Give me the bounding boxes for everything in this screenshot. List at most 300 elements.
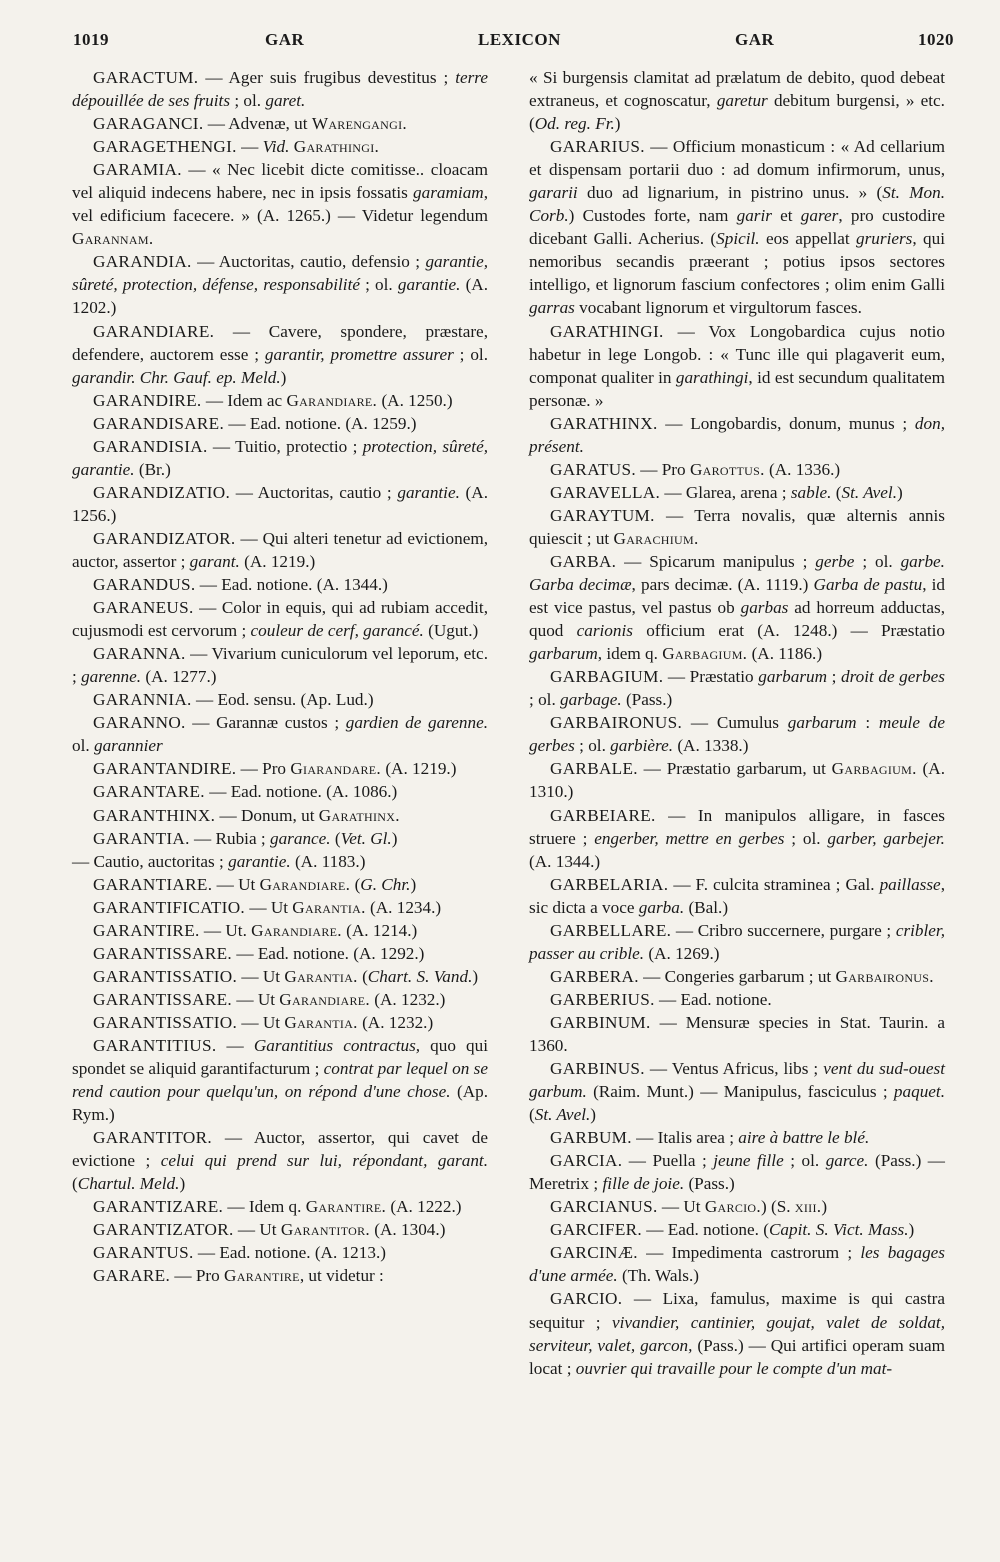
italic-text: Vet. Gl.	[340, 828, 392, 848]
entry-text: )	[472, 966, 479, 986]
running-head-center: LEXICON	[478, 30, 561, 49]
small-caps-ref: Garathingi.	[293, 137, 380, 157]
entry-text: — Ut	[237, 1012, 285, 1032]
entry-text: — Ead. notione. (A. 1344.)	[195, 575, 388, 595]
small-caps-ref: Garantia.	[292, 897, 366, 917]
entry-text: —	[216, 1035, 254, 1055]
dictionary-entry	[529, 1218, 945, 1241]
italic-text: gardien de garenne.	[345, 713, 489, 733]
entry-text: officium erat (A. 1248.) — Præstatio	[632, 621, 945, 641]
small-caps-ref: Garandiare.	[259, 874, 351, 894]
headword: GARCIFER.	[550, 1220, 642, 1240]
entry-text: ; ol.	[453, 344, 488, 364]
headword: GARANDISARE.	[93, 413, 225, 433]
dictionary-entry	[72, 1218, 488, 1241]
headword: GARANTIFICATIO.	[93, 897, 246, 917]
headword: GARCIO.	[550, 1289, 623, 1309]
headword: GARANDIARE.	[93, 321, 215, 341]
small-caps-ref: Garachium.	[613, 528, 699, 548]
small-caps-ref: Garbaironus.	[835, 966, 934, 986]
entry-text: — « Nec licebit dicte comitisse.. cloacam vel aliquid indecens habere, nec in ipsis fossatis	[72, 160, 488, 203]
entry-text: — Ut	[212, 874, 260, 894]
entry-text: — Ut.	[199, 920, 252, 940]
entry-text: ; ol.	[784, 828, 828, 848]
dictionary-entry	[529, 757, 945, 803]
entry-text: — Ead. notione. (A. 1259.)	[224, 413, 417, 433]
italic-text: celui qui prend sur lui, répondant, garant.	[160, 1151, 488, 1171]
entry-text: (A. 1336.)	[764, 459, 841, 479]
headword: GARBINUM.	[550, 1012, 651, 1032]
entry-text: (A. 1269.)	[644, 943, 720, 963]
entry-text: (Pass.)	[621, 690, 673, 710]
entry-text: — Congeries garbarum ; ut	[638, 966, 836, 986]
italic-text: Chartul. Meld.	[77, 1174, 180, 1194]
entry-text: — F. culcita straminea ; Gal.	[668, 874, 880, 894]
entry-text: — Ventus Africus, libs ;	[644, 1059, 824, 1079]
entry-text: — Terra novalis, quæ alternis annis quiescit ; ut	[529, 505, 945, 548]
entry-text: — Qui alteri tenetur ad evictionem, auctor, assertor ;	[72, 528, 488, 571]
dictionary-entry	[529, 1195, 945, 1218]
italic-text: vent du sud-ouest garbum.	[529, 1059, 945, 1102]
entry-text: — Officium monasticum : « Ad cellarium et dispensam portarii duo : ad domum infirmorum, unus,	[529, 137, 945, 180]
dictionary-entry	[529, 550, 945, 665]
entry-text: — Tuitio, protectio ;	[207, 436, 363, 456]
headword: GARANDIRE.	[93, 390, 202, 410]
entry-text: (	[831, 482, 842, 502]
entry-text: — Cribro succernere, purgare ;	[671, 920, 896, 940]
small-caps-ref: Garbagium.	[662, 644, 748, 664]
dictionary-entry	[529, 665, 945, 711]
entry-text: debitum burgensi, » etc. (	[529, 91, 945, 134]
entry-text: ; ol.	[783, 1151, 826, 1171]
dictionary-entry	[72, 596, 488, 642]
entry-text: (	[357, 966, 368, 986]
headword: GARANDUS.	[93, 575, 196, 595]
italic-text: garance.	[269, 828, 331, 848]
entry-text: (Th. Wals.)	[617, 1266, 699, 1286]
entry-text: — In manipulos alligare, in fasces struere ;	[529, 805, 945, 848]
page-number-right: 1020	[918, 30, 954, 49]
small-caps-ref: Garantitor.	[280, 1220, 370, 1240]
entry-text: — Præstatio garbarum, ut	[637, 759, 832, 779]
headword: GARBA.	[550, 551, 617, 571]
italic-text: garbarum	[787, 713, 857, 733]
headword: GARANTIA.	[93, 828, 190, 848]
entry-text: — Advenæ, ut	[203, 114, 312, 134]
dictionary-entry	[529, 1149, 945, 1195]
italic-text: aire à battre le blé.	[738, 1128, 870, 1148]
headword: GARANTARE.	[93, 782, 205, 802]
italic-text: droit de gerbes	[840, 667, 946, 687]
italic-text: jeune fille	[713, 1151, 784, 1171]
dictionary-entry	[529, 1057, 945, 1126]
entry-text: , pars decimæ. (A. 1119.)	[631, 575, 814, 595]
entry-text: —	[236, 137, 263, 157]
entry-text: )	[280, 367, 287, 387]
entry-text: , id est vice pastus, vel pastus ob	[529, 575, 946, 618]
entry-text: — Auctoritas, cautio ;	[230, 482, 398, 502]
headword: GARANNO.	[93, 713, 186, 733]
headword: GARARIUS.	[550, 137, 645, 157]
entry-text: (A. 1310.)	[529, 759, 945, 802]
dictionary-entry	[72, 1195, 488, 1218]
entry-text: — Ut	[237, 966, 285, 986]
headword: GARBELLARE.	[550, 920, 672, 940]
entry-text: — Ut	[245, 897, 293, 917]
small-caps-ref: Garantia.	[284, 966, 358, 986]
italic-text: fille de joie.	[602, 1174, 685, 1194]
headword: GARANNIA.	[93, 690, 192, 710]
entry-text: — Rubia ;	[189, 828, 270, 848]
entry-text: duo ad lignarium, in pistrino unus. » (	[577, 183, 883, 203]
headword: GARAYTUM.	[550, 505, 655, 525]
entry-text: — Ut	[232, 989, 280, 1009]
entry-text: vocabant lignorum et virgultorum fasces.	[574, 298, 862, 318]
entry-text: ad horreum adductas, quod	[529, 598, 945, 641]
headword: GARBEIARE.	[550, 805, 656, 825]
dictionary-entry	[72, 112, 488, 135]
dictionary-entry	[72, 1126, 488, 1195]
entry-text: (	[529, 1105, 535, 1125]
dictionary-entry	[529, 135, 945, 319]
dictionary-entry	[529, 1241, 945, 1287]
dictionary-entry	[72, 711, 488, 757]
entry-text: — Garannæ custos ;	[185, 713, 346, 733]
small-caps-ref: xiii.	[794, 1197, 822, 1217]
entry-text: — Spicarum manipulus ;	[616, 551, 816, 571]
entry-text: )	[821, 1197, 828, 1217]
dictionary-entry	[529, 320, 945, 412]
entry-text: — Eod. sensu. (Ap. Lud.)	[191, 690, 374, 710]
headword: GARANDIA.	[93, 252, 192, 272]
entry-text: , qui nemoribus secandis præerant ; potius ipsos sectores intelligo, et lignorum fascium confectores ; olim enim Galli	[529, 229, 946, 295]
headword: GARANTIRE.	[93, 920, 200, 940]
entry-text: — Color in equis, qui ad rubiam accedit, cujusmodi est cervorum ;	[72, 598, 488, 641]
dictionary-entry	[72, 1034, 488, 1126]
entry-text: — Ead. notione. (A. 1213.)	[193, 1243, 386, 1263]
entry-text: , pro custodire dicebant Galli. Acherius. (	[529, 206, 945, 249]
dictionary-entry	[72, 320, 488, 389]
entry-text: (A. 1232.)	[357, 1012, 434, 1032]
italic-text: Chart. S. Vand.	[367, 966, 473, 986]
italic-text: garba.	[638, 897, 685, 917]
italic-text: garer	[800, 206, 839, 226]
headword: GARAGETHENGI.	[93, 137, 237, 157]
entry-text: — Pro	[170, 1266, 225, 1286]
entry-text: (	[330, 828, 341, 848]
entry-text: — Præstatio	[663, 667, 759, 687]
dictionary-entry	[529, 711, 945, 757]
dictionary-entry	[72, 389, 488, 412]
entry-text: (	[72, 1174, 78, 1194]
entry-text: — Longobardis, donum, munus ;	[657, 413, 915, 433]
entry-text: et	[771, 206, 801, 226]
entry-text: , vel edificium facecere. » (A. 1265.) — Videtur legendum	[72, 183, 488, 226]
entry-text: (Ugut.)	[423, 621, 479, 641]
headword: GARANTISSARE.	[93, 943, 233, 963]
entry-text: (A. 1186.)	[747, 644, 823, 664]
entry-text: ; ol.	[230, 91, 266, 111]
entry-text: — Vox Longobardica cujus notio habetur in lege Longob. : « Tunc ille qui plagaverit eum, componat qualiter in	[529, 321, 945, 387]
dictionary-entry	[529, 804, 945, 873]
entry-text: — Glarea, arena ;	[660, 482, 791, 502]
small-caps-ref: Garcio.	[704, 1197, 761, 1217]
dictionary-entry	[529, 504, 945, 550]
entry-text: — Ead. notione. (	[642, 1220, 769, 1240]
entry-text: — Italis area ;	[631, 1128, 739, 1148]
dictionary-entry	[529, 1287, 945, 1379]
entry-text: — Idem q.	[223, 1197, 306, 1217]
entry-text: )	[614, 114, 621, 134]
entry-text: (A. 1214.)	[341, 920, 418, 940]
entry-text: , idem q.	[597, 644, 663, 664]
dictionary-entry	[72, 158, 488, 250]
italic-text: garetur	[716, 91, 768, 111]
italic-text: garbière.	[610, 736, 674, 756]
entry-text: — Lixa, famulus, maxime is qui castra sequitur ;	[529, 1289, 945, 1332]
small-caps-ref: Garantia.	[284, 1012, 358, 1032]
entry-text: (A. 1232.)	[369, 989, 446, 1009]
dictionary-entry	[72, 1241, 488, 1264]
entry-text: (Ap. Rym.)	[72, 1082, 488, 1125]
small-caps-ref: Giarandare.	[290, 759, 382, 779]
entry-text: — Vivarium cuniculorum vel leporum, etc. ;	[72, 644, 488, 687]
headword: GARCINÆ.	[550, 1243, 638, 1263]
headword: GARATHINGI.	[550, 321, 664, 341]
headword: GARANEUS.	[93, 598, 194, 618]
italic-text: les bagages d'une armée.	[529, 1243, 945, 1286]
small-caps-ref: Garbagium.	[831, 759, 917, 779]
entry-text: — Impedimenta castrorum ;	[637, 1243, 861, 1263]
headword: GARANTIARE.	[93, 874, 213, 894]
dictionary-entry	[72, 919, 488, 942]
italic-text: meule de gerbes	[529, 713, 945, 756]
entry-text: (Pass.) — Meretrix ;	[529, 1151, 945, 1194]
headword: GARANDISIA.	[93, 436, 208, 456]
dictionary-entry	[72, 135, 488, 158]
headword: GARANTITIUS.	[93, 1035, 217, 1055]
italic-text: vivandier, cantinier, goujat, valet de soldat, serviteur, valet, garcon,	[529, 1312, 946, 1355]
entry-text: (Pass.)	[684, 1174, 735, 1194]
dictionary-entry	[529, 988, 945, 1011]
entry-text: , sic dicta a voce	[529, 874, 945, 917]
entry-text: )	[179, 1174, 186, 1194]
entry-text: (A. 1304.)	[370, 1220, 446, 1240]
italic-text: garantie.	[397, 275, 461, 295]
dictionary-entry	[72, 527, 488, 573]
left-column	[72, 66, 488, 1287]
italic-text: Vid.	[262, 137, 290, 157]
entry-text: — Mensuræ species in Stat. Taurin. a 1360.	[529, 1012, 945, 1055]
italic-text: ouvrier qui travaille pour le compte d'un mat-	[575, 1358, 893, 1378]
entry-text: eos appellat	[759, 229, 857, 249]
italic-text: garbarum	[758, 667, 828, 687]
dictionary-entry	[529, 458, 945, 481]
italic-text: garber, garbejer.	[827, 828, 945, 848]
italic-text: garant.	[189, 551, 240, 571]
entry-text: ;	[827, 667, 841, 687]
entry-text: ; ol.	[574, 736, 611, 756]
headword: GARANTISSATIO.	[93, 1012, 238, 1032]
entry-text: (Raim. Munt.) — Manipulus, fasciculus ;	[586, 1082, 894, 1102]
entry-text: — Ead. notione.	[654, 989, 772, 1009]
italic-text: St. Avel.	[534, 1105, 591, 1125]
headword: GARANTANDIRE.	[93, 759, 237, 779]
entry-text: , id est secundum qualitatem personæ. »	[529, 367, 946, 410]
dictionary-entry	[72, 481, 488, 527]
entry-text: — Auctor, assertor, qui cavet de evictione ;	[72, 1128, 488, 1171]
entry-text: — Pro	[635, 459, 690, 479]
entry-text: — Ut	[657, 1197, 705, 1217]
headword: GARBAGIUM.	[550, 667, 664, 687]
dictionary-entry	[72, 873, 488, 896]
entry-text: — Puella ;	[622, 1151, 714, 1171]
entry-text: ; ol.	[360, 275, 398, 295]
entry-text: (A. 1338.)	[673, 736, 749, 756]
dictionary-entry	[72, 642, 488, 688]
italic-text: garbas	[740, 598, 789, 618]
entry-text: , ut videtur :	[299, 1266, 384, 1286]
dictionary-entry	[72, 827, 488, 850]
entry-text: — Cavere, spondere, præstare, defendere, auctorem esse ;	[72, 321, 488, 364]
italic-text: terre dépouillée de ses fruits	[72, 68, 488, 111]
small-caps-ref: Garannam.	[72, 229, 154, 249]
entry-text: ) Custodes forte, nam	[568, 206, 737, 226]
italic-text: paquet.	[893, 1082, 945, 1102]
dictionary-entry	[72, 780, 488, 803]
italic-text: Od. reg. Fr.	[534, 114, 615, 134]
headword: GARATUS.	[550, 459, 636, 479]
headword: GARANTUS.	[93, 1243, 194, 1263]
dictionary-entry	[72, 850, 488, 873]
dictionary-entry	[529, 1011, 945, 1057]
italic-text: garbage.	[560, 690, 622, 710]
dictionary-entry	[72, 1011, 488, 1034]
headword: GARATHINX.	[550, 413, 658, 433]
entry-text: (A. 1256.)	[72, 482, 488, 525]
italic-text: cribler, passer au crible.	[529, 920, 945, 963]
entry-text: — Ead. notione. (A. 1292.)	[232, 943, 425, 963]
entry-text: (Pass.) — Qui artifici operam suam locat ;	[529, 1335, 945, 1378]
italic-text: St. Mon. Corb.	[529, 183, 946, 226]
headword: GARBUM.	[550, 1128, 632, 1148]
headword: GARBERIUS.	[550, 989, 655, 1009]
italic-text: couleur de cerf, garancé.	[250, 621, 424, 641]
headword: GARANTISSATIO.	[93, 966, 238, 986]
entry-text: — Idem ac	[201, 390, 287, 410]
entry-text: (A. 1250.)	[377, 390, 453, 410]
headword: GARAMIA.	[93, 160, 182, 180]
dictionary-entry	[72, 896, 488, 919]
entry-text: ; ol.	[854, 551, 901, 571]
entry-text: — Ead. notione. (A. 1086.)	[204, 782, 398, 802]
entry-text: (A. 1344.)	[529, 851, 601, 871]
headword: GARBERA.	[550, 966, 639, 986]
headword: GARANTIZARE.	[93, 1197, 224, 1217]
italic-text: garce.	[825, 1151, 869, 1171]
entry-text: (A. 1219.)	[239, 551, 316, 571]
entry-text: (Br.)	[134, 459, 171, 479]
italic-text: garamiam	[413, 183, 484, 203]
entry-text: « Si burgensis clamitat ad prælatum de debito, quod debeat extraneus, et cognoscatur,	[529, 68, 945, 111]
dictionary-entry	[72, 250, 488, 319]
entry-text: quo qui spondet se aliquid garantifacturum ;	[72, 1035, 489, 1079]
headword: GARANDIZATOR.	[93, 528, 236, 548]
dictionary-entry	[529, 1126, 945, 1149]
headword: GARBAIRONUS.	[550, 713, 683, 733]
headword: GARANTHINX.	[93, 805, 216, 825]
right-column	[529, 66, 945, 1380]
entry-text: (A. 1183.)	[290, 851, 366, 871]
italic-text: garannier	[93, 736, 163, 756]
italic-text: St. Avel.	[841, 482, 897, 502]
dictionary-entry	[529, 873, 945, 919]
entry-text: (Bal.)	[684, 897, 729, 917]
italic-text: gerbe	[815, 551, 855, 571]
italic-text: garir	[736, 206, 772, 226]
small-caps-ref: Garandiare.	[251, 920, 342, 940]
dictionary-entry	[72, 804, 488, 827]
dictionary-entry	[72, 965, 488, 988]
entry-text: ol.	[72, 736, 94, 756]
italic-text: gararii	[529, 183, 578, 203]
dictionary-entry	[72, 435, 488, 481]
entry-text: — Cautio, auctoritas ;	[72, 851, 229, 871]
entry-text: — Ager suis frugibus devestitus ;	[198, 68, 456, 87]
headword: GARACTUM.	[93, 68, 199, 87]
dictionary-entry	[529, 481, 945, 504]
italic-text: don, présent.	[529, 413, 945, 456]
headword: GARAVELLA.	[550, 482, 661, 502]
entry-text: — Donum, ut	[215, 805, 319, 825]
entry-text: ) (S.	[761, 1197, 795, 1217]
entry-text: )	[410, 874, 417, 894]
italic-text: garantir, promettre assurer	[264, 344, 454, 364]
headword: GARANNA.	[93, 644, 186, 664]
dictionary-entry	[529, 919, 945, 965]
entry-text: (A. 1234.)	[365, 897, 442, 917]
entry-text: — Pro	[236, 759, 291, 779]
page-number-left: 1019	[73, 30, 109, 49]
entry-text: )	[897, 482, 903, 502]
entry-text: (A. 1222.)	[386, 1197, 462, 1217]
headword: GARCIA.	[550, 1151, 623, 1171]
dictionary-entry	[72, 988, 488, 1011]
dictionary-entry	[529, 66, 945, 135]
headword: GARARE.	[93, 1266, 171, 1286]
headword: GARCIANUS.	[550, 1197, 658, 1217]
entry-text: )	[391, 828, 398, 848]
italic-text: garantie.	[397, 482, 460, 502]
entry-text: — Cumulus	[682, 713, 788, 733]
entry-text: )	[590, 1105, 596, 1125]
italic-text: garantie, sûreté, protection, défense, responsabilité	[72, 252, 488, 295]
small-caps-ref: Garathinx.	[318, 805, 400, 825]
headword: GARANDIZATIO.	[93, 482, 231, 502]
headword: GARBALE.	[550, 759, 638, 779]
italic-text: contrat par lequel on se rend caution pour quelqu'un, on répond d'une chose.	[72, 1059, 488, 1102]
italic-text: garbarum	[529, 644, 598, 664]
italic-text: Garantitius contractus,	[253, 1035, 421, 1055]
italic-text: Capit. S. Vict. Mass.	[768, 1220, 909, 1240]
entry-text: — Auctoritas, cautio, defensio ;	[191, 252, 426, 272]
running-head-left: GAR	[265, 30, 305, 49]
italic-text: G. Chr.	[360, 874, 411, 894]
italic-text: paillasse	[879, 874, 941, 894]
small-caps-ref: Garantire	[224, 1266, 300, 1286]
italic-text: gruriers	[856, 229, 913, 249]
dictionary-entry	[72, 573, 488, 596]
